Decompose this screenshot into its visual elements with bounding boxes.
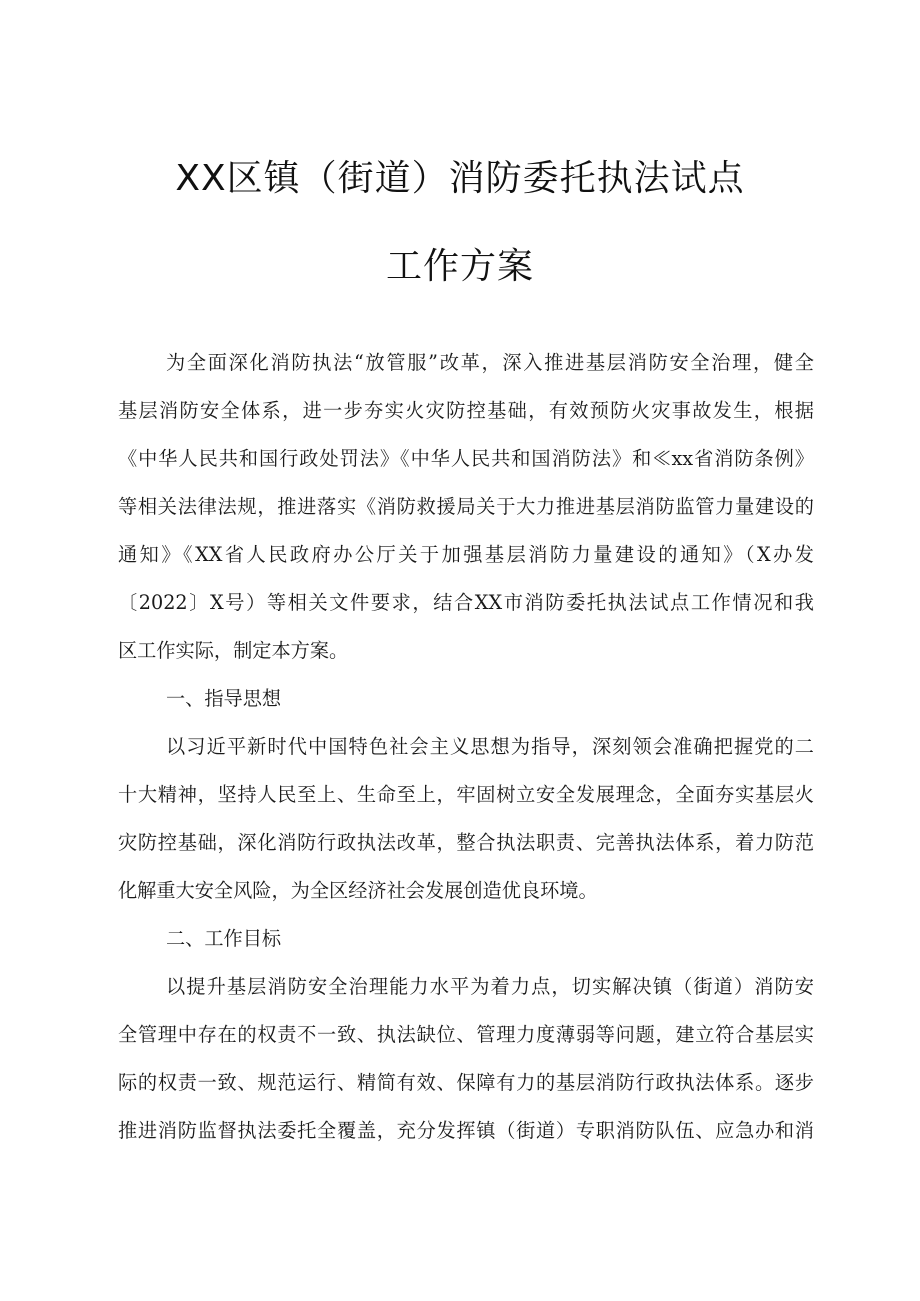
paragraph-line: 灾防控基础，深化消防行政执法改革，整合执法职责、完善执法体系，着力防范 [118, 831, 814, 854]
document-title-line-2: 工作方案 [385, 246, 534, 287]
paragraph-line: 为全面深化消防执法“放管服”改革，深入推进基层消防安全治理，健全 [166, 351, 814, 374]
paragraph-line: 通知》《XX省人民政府办公厅关于加强基层消防力量建设的通知》（X办发 [118, 543, 814, 566]
paragraph-line: 基层消防安全体系，进一步夯实火灾防控基础，有效预防火灾事故发生，根据 [118, 399, 814, 422]
document-title-line-1: XX区镇（街道）消防委托执法试点 [175, 158, 745, 199]
paragraph-line: 《中华人民共和国行政处罚法》《中华人民共和国消防法》和≪xx省消防条例》 [118, 447, 814, 470]
paragraph-line: 以习近平新时代中国特色社会主义思想为指导，深刻领会准确把握党的二 [166, 735, 814, 758]
paragraph-line: 推进消防监督执法委托全覆盖，充分发挥镇（街道）专职消防队伍、应急办和消 [118, 1119, 814, 1142]
paragraph-line: 以提升基层消防安全治理能力水平为着力点，切实解决镇（街道）消防安 [166, 975, 814, 998]
paragraph-line: 等相关法律法规，推进落实《消防救援局关于大力推进基层消防监管力量建设的 [118, 495, 814, 518]
paragraph-line: 全管理中存在的权责不一致、执法缺位、管理力度薄弱等问题，建立符合基层实 [118, 1023, 814, 1046]
paragraph-line: 〔2022〕X号）等相关文件要求，结合XX市消防委托执法试点工作情况和我 [118, 591, 814, 614]
section-heading-work-goals: 二、工作目标 [166, 927, 282, 950]
paragraph-line: 化解重大安全风险，为全区经济社会发展创造优良环境。 [118, 879, 598, 902]
paragraph-line: 际的权责一致、规范运行、精简有效、保障有力的基层消防行政执法体系。逐步 [118, 1071, 814, 1094]
section-heading-guiding-ideology: 一、指导思想 [166, 687, 282, 710]
paragraph-line: 区工作实际，制定本方案。 [118, 639, 349, 662]
paragraph-line: 十大精神，坚持人民至上、生命至上，牢固树立安全发展理念，全面夯实基层火 [118, 783, 814, 806]
